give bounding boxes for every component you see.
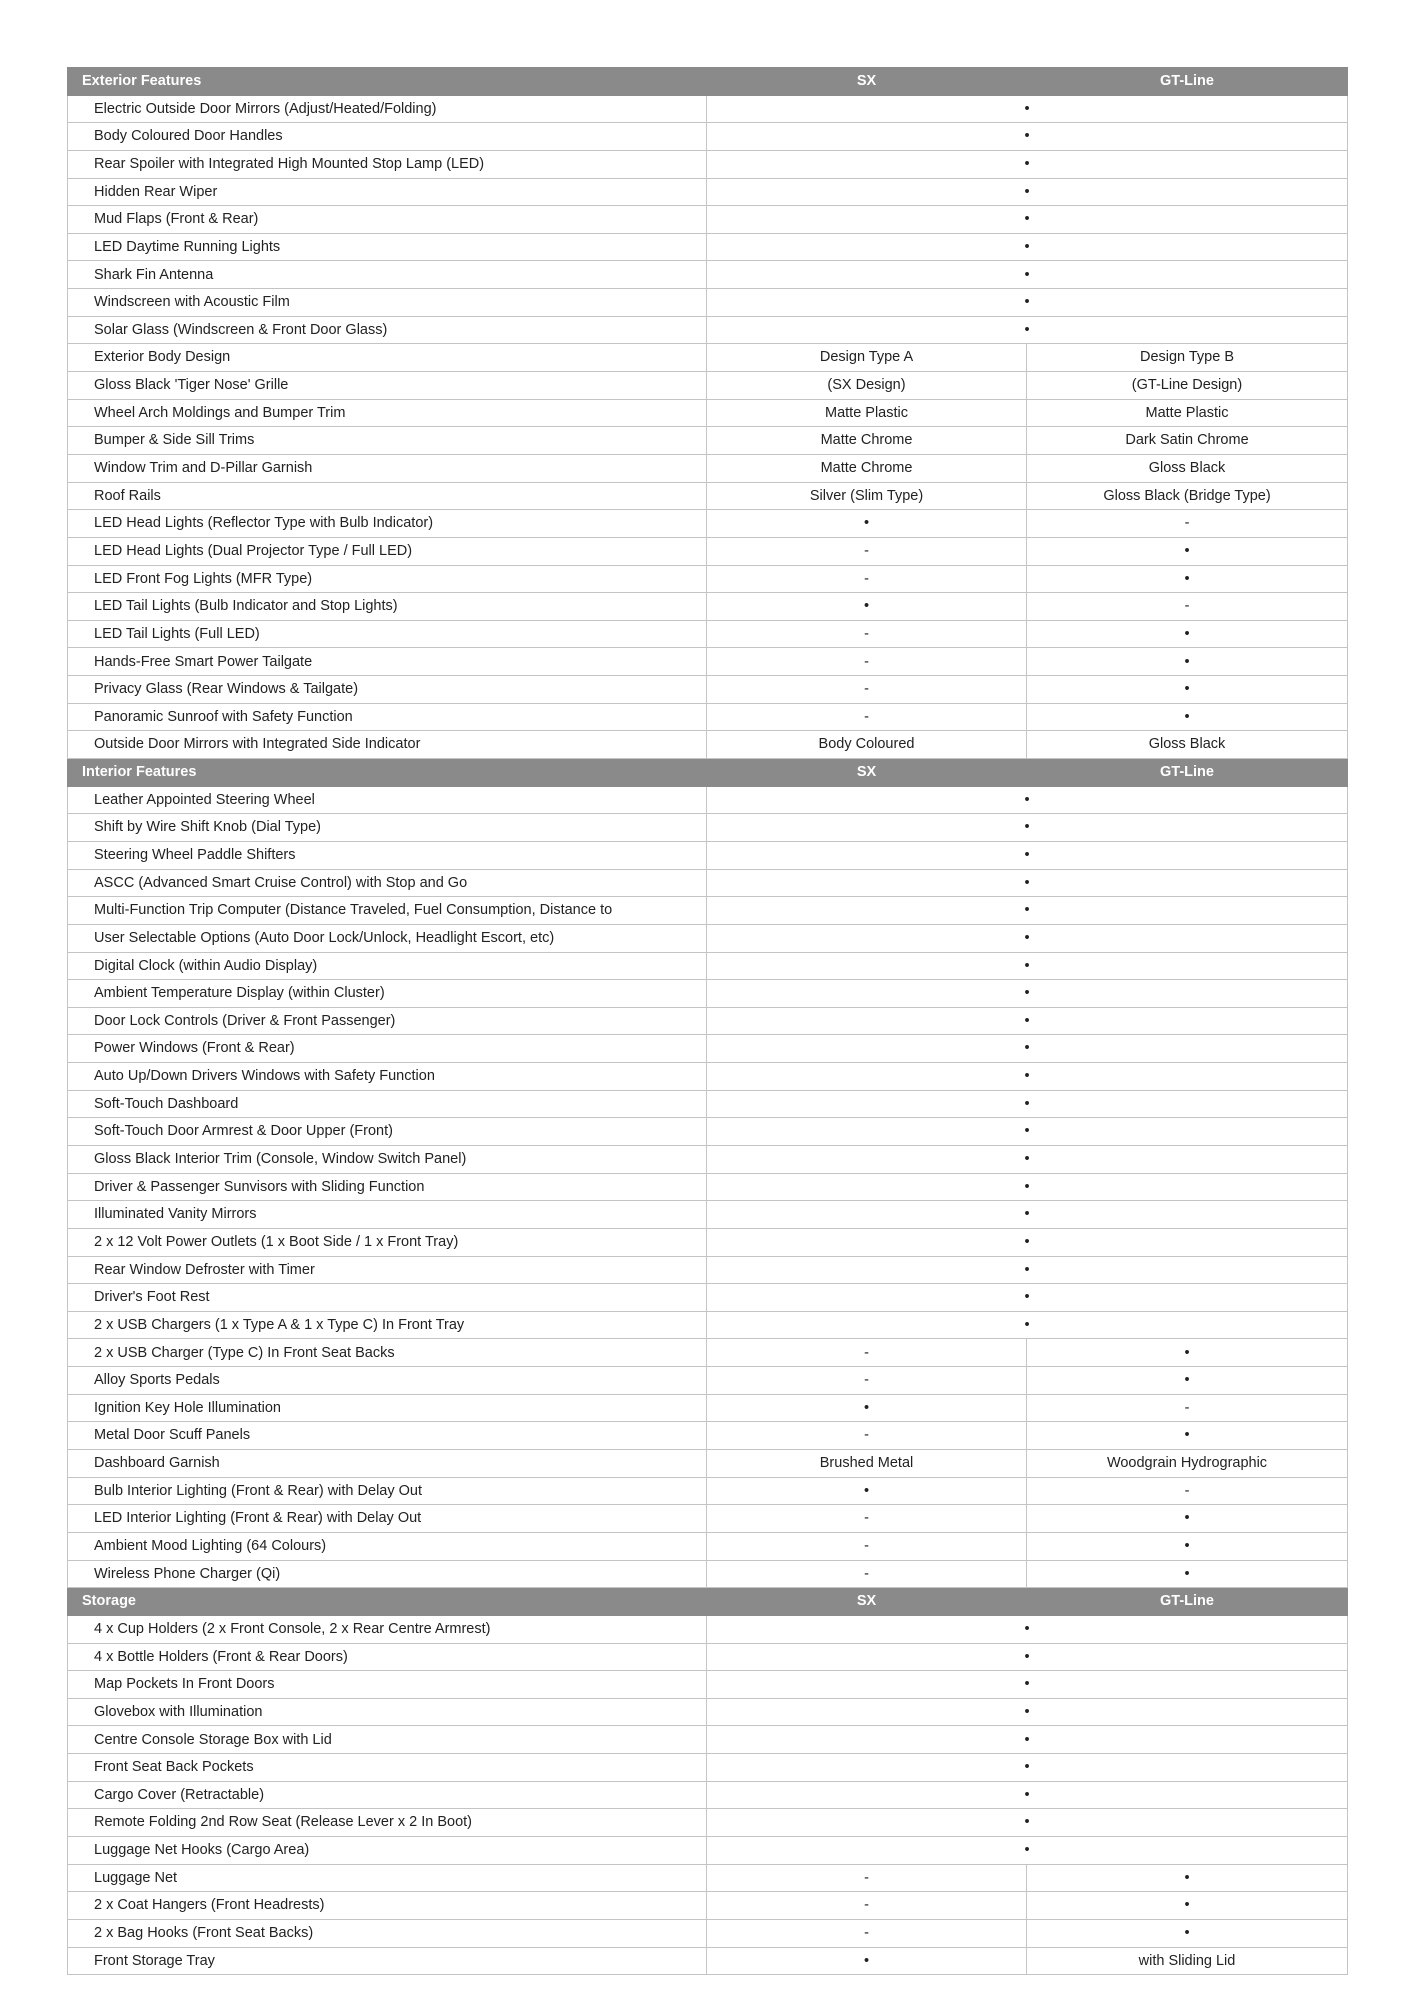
feature-name: Driver's Foot Rest <box>68 1284 707 1312</box>
value-sx: Silver (Slim Type) <box>707 482 1027 510</box>
feature-name: Dashboard Garnish <box>68 1450 707 1478</box>
feature-name: Body Coloured Door Handles <box>68 123 707 151</box>
table-row <box>68 482 1348 510</box>
feature-name: User Selectable Options (Auto Door Lock/Unlock, Headlight Escort, etc) <box>68 924 707 952</box>
value-sx: (SX Design) <box>707 372 1027 400</box>
table-row <box>68 1809 1348 1837</box>
feature-name: Centre Console Storage Box with Lid <box>68 1726 707 1754</box>
feature-name: Door Lock Controls (Driver & Front Passenger) <box>68 1007 707 1035</box>
value-both-grades: • <box>707 1201 1348 1229</box>
feature-name: Metal Door Scuff Panels <box>68 1422 707 1450</box>
value-both-grades: • <box>707 1063 1348 1091</box>
table-row <box>68 1615 1348 1643</box>
table-row <box>68 233 1348 261</box>
value-gt-line: • <box>1027 1560 1348 1588</box>
feature-name: ASCC (Advanced Smart Cruise Control) with Stop and Go <box>68 869 707 897</box>
feature-name: Electric Outside Door Mirrors (Adjust/Heated/Folding) <box>68 95 707 123</box>
feature-name: Steering Wheel Paddle Shifters <box>68 841 707 869</box>
table-row <box>68 1007 1348 1035</box>
value-sx: - <box>707 676 1027 704</box>
table-row <box>68 1560 1348 1588</box>
feature-name: Outside Door Mirrors with Integrated Side Indicator <box>68 731 707 759</box>
value-both-grades: • <box>707 1671 1348 1699</box>
feature-name: Ambient Mood Lighting (64 Colours) <box>68 1532 707 1560</box>
feature-name: Panoramic Sunroof with Safety Function <box>68 703 707 731</box>
table-row <box>68 399 1348 427</box>
table-row <box>68 206 1348 234</box>
value-gt-line: with Sliding Lid <box>1027 1947 1348 1975</box>
value-both-grades: • <box>707 1118 1348 1146</box>
value-both-grades: • <box>707 1284 1348 1312</box>
value-sx: - <box>707 565 1027 593</box>
table-row <box>68 344 1348 372</box>
table-row <box>68 786 1348 814</box>
value-sx: • <box>707 1947 1027 1975</box>
feature-name: Remote Folding 2nd Row Seat (Release Lever x 2 In Boot) <box>68 1809 707 1837</box>
feature-name: Exterior Body Design <box>68 344 707 372</box>
value-sx: Matte Chrome <box>707 454 1027 482</box>
value-both-grades: • <box>707 786 1348 814</box>
feature-name: Window Trim and D-Pillar Garnish <box>68 454 707 482</box>
table-row <box>68 1947 1348 1975</box>
spec-table <box>67 67 1348 1975</box>
table-row <box>68 703 1348 731</box>
value-sx: - <box>707 537 1027 565</box>
value-both-grades: • <box>707 869 1348 897</box>
value-both-grades: • <box>707 814 1348 842</box>
value-both-grades: • <box>707 1007 1348 1035</box>
table-row <box>68 1505 1348 1533</box>
feature-name: Solar Glass (Windscreen & Front Door Glass) <box>68 316 707 344</box>
value-both-grades: • <box>707 1256 1348 1284</box>
table-row <box>68 1311 1348 1339</box>
value-gt-line: • <box>1027 1864 1348 1892</box>
value-both-grades: • <box>707 1145 1348 1173</box>
feature-name: Ambient Temperature Display (within Cluster) <box>68 980 707 1008</box>
section-header-row <box>68 759 1348 787</box>
feature-name: Rear Window Defroster with Timer <box>68 1256 707 1284</box>
value-both-grades: • <box>707 1809 1348 1837</box>
table-row <box>68 980 1348 1008</box>
feature-name: 2 x 12 Volt Power Outlets (1 x Boot Side / 1 x Front Tray) <box>68 1228 707 1256</box>
value-sx: • <box>707 510 1027 538</box>
feature-name: Bulb Interior Lighting (Front & Rear) with Delay Out <box>68 1477 707 1505</box>
table-row <box>68 1919 1348 1947</box>
table-row <box>68 1726 1348 1754</box>
feature-name: Leather Appointed Steering Wheel <box>68 786 707 814</box>
value-both-grades: • <box>707 178 1348 206</box>
feature-name: Roof Rails <box>68 482 707 510</box>
value-gt-line: Design Type B <box>1027 344 1348 372</box>
feature-name: LED Front Fog Lights (MFR Type) <box>68 565 707 593</box>
feature-name: 2 x USB Charger (Type C) In Front Seat Backs <box>68 1339 707 1367</box>
value-both-grades: • <box>707 980 1348 1008</box>
table-row <box>68 814 1348 842</box>
value-gt-line: Matte Plastic <box>1027 399 1348 427</box>
section-title: Interior Features <box>68 759 707 787</box>
table-row <box>68 454 1348 482</box>
value-gt-line: Dark Satin Chrome <box>1027 427 1348 455</box>
table-row <box>68 1698 1348 1726</box>
table-row <box>68 150 1348 178</box>
value-gt-line: - <box>1027 510 1348 538</box>
value-sx: Design Type A <box>707 344 1027 372</box>
feature-name: Alloy Sports Pedals <box>68 1367 707 1395</box>
table-row <box>68 620 1348 648</box>
value-sx: - <box>707 1532 1027 1560</box>
feature-name: Luggage Net <box>68 1864 707 1892</box>
feature-name: Power Windows (Front & Rear) <box>68 1035 707 1063</box>
value-gt-line: • <box>1027 1532 1348 1560</box>
value-sx: • <box>707 1394 1027 1422</box>
value-both-grades: • <box>707 1754 1348 1782</box>
table-row <box>68 869 1348 897</box>
value-sx: • <box>707 593 1027 621</box>
table-row <box>68 1284 1348 1312</box>
value-sx: - <box>707 1892 1027 1920</box>
value-both-grades: • <box>707 841 1348 869</box>
value-both-grades: • <box>707 150 1348 178</box>
value-gt-line: - <box>1027 1394 1348 1422</box>
value-both-grades: • <box>707 1173 1348 1201</box>
feature-name: Gloss Black Interior Trim (Console, Window Switch Panel) <box>68 1145 707 1173</box>
value-both-grades: • <box>707 952 1348 980</box>
feature-name: Glovebox with Illumination <box>68 1698 707 1726</box>
value-gt-line: • <box>1027 703 1348 731</box>
value-sx: Matte Chrome <box>707 427 1027 455</box>
value-sx: - <box>707 703 1027 731</box>
feature-name: LED Head Lights (Reflector Type with Bulb Indicator) <box>68 510 707 538</box>
table-row <box>68 841 1348 869</box>
table-row <box>68 123 1348 151</box>
table-row <box>68 1477 1348 1505</box>
value-both-grades: • <box>707 1311 1348 1339</box>
feature-name: Shift by Wire Shift Knob (Dial Type) <box>68 814 707 842</box>
value-both-grades: • <box>707 95 1348 123</box>
table-row <box>68 316 1348 344</box>
value-sx: - <box>707 1339 1027 1367</box>
value-both-grades: • <box>707 123 1348 151</box>
value-both-grades: • <box>707 1726 1348 1754</box>
column-header-sx: SX <box>707 68 1027 96</box>
value-both-grades: • <box>707 1035 1348 1063</box>
table-row <box>68 1256 1348 1284</box>
table-row <box>68 1339 1348 1367</box>
value-gt-line: • <box>1027 676 1348 704</box>
feature-name: Driver & Passenger Sunvisors with Sliding Function <box>68 1173 707 1201</box>
value-gt-line: Woodgrain Hydrographic <box>1027 1450 1348 1478</box>
value-both-grades: • <box>707 316 1348 344</box>
value-sx: - <box>707 1560 1027 1588</box>
value-sx: - <box>707 1367 1027 1395</box>
table-row <box>68 1367 1348 1395</box>
feature-name: 2 x USB Chargers (1 x Type A & 1 x Type C) In Front Tray <box>68 1311 707 1339</box>
feature-name: LED Daytime Running Lights <box>68 233 707 261</box>
table-row <box>68 372 1348 400</box>
value-gt-line: Gloss Black <box>1027 731 1348 759</box>
feature-name: 4 x Bottle Holders (Front & Rear Doors) <box>68 1643 707 1671</box>
feature-name: Gloss Black 'Tiger Nose' Grille <box>68 372 707 400</box>
value-gt-line: • <box>1027 1505 1348 1533</box>
feature-name: Wireless Phone Charger (Qi) <box>68 1560 707 1588</box>
value-gt-line: • <box>1027 1339 1348 1367</box>
table-row <box>68 1090 1348 1118</box>
feature-name: 2 x Bag Hooks (Front Seat Backs) <box>68 1919 707 1947</box>
table-row <box>68 537 1348 565</box>
value-gt-line: Gloss Black (Bridge Type) <box>1027 482 1348 510</box>
value-gt-line: • <box>1027 1367 1348 1395</box>
value-both-grades: • <box>707 206 1348 234</box>
value-gt-line: • <box>1027 565 1348 593</box>
feature-name: Front Storage Tray <box>68 1947 707 1975</box>
feature-name: Ignition Key Hole Illumination <box>68 1394 707 1422</box>
table-row <box>68 648 1348 676</box>
value-sx: - <box>707 620 1027 648</box>
value-both-grades: • <box>707 1615 1348 1643</box>
table-row <box>68 289 1348 317</box>
feature-name: Soft-Touch Dashboard <box>68 1090 707 1118</box>
column-header-gt-line: GT-Line <box>1027 759 1348 787</box>
value-sx: Body Coloured <box>707 731 1027 759</box>
value-sx: - <box>707 648 1027 676</box>
table-row <box>68 1892 1348 1920</box>
feature-name: Multi-Function Trip Computer (Distance Traveled, Fuel Consumption, Distance to <box>68 897 707 925</box>
column-header-gt-line: GT-Line <box>1027 1588 1348 1616</box>
table-row <box>68 1754 1348 1782</box>
table-row <box>68 1145 1348 1173</box>
feature-name: LED Tail Lights (Bulb Indicator and Stop Lights) <box>68 593 707 621</box>
value-both-grades: • <box>707 261 1348 289</box>
value-gt-line: • <box>1027 1919 1348 1947</box>
table-row <box>68 593 1348 621</box>
feature-name: Mud Flaps (Front & Rear) <box>68 206 707 234</box>
section-header-row <box>68 1588 1348 1616</box>
value-both-grades: • <box>707 1228 1348 1256</box>
table-row <box>68 1837 1348 1865</box>
table-row <box>68 1201 1348 1229</box>
column-header-sx: SX <box>707 1588 1027 1616</box>
feature-name: Illuminated Vanity Mirrors <box>68 1201 707 1229</box>
feature-name: Bumper & Side Sill Trims <box>68 427 707 455</box>
table-row <box>68 1781 1348 1809</box>
table-row <box>68 1118 1348 1146</box>
value-both-grades: • <box>707 233 1348 261</box>
value-both-grades: • <box>707 1698 1348 1726</box>
table-row <box>68 427 1348 455</box>
table-row <box>68 731 1348 759</box>
table-row <box>68 1643 1348 1671</box>
feature-name: Shark Fin Antenna <box>68 261 707 289</box>
value-gt-line: (GT-Line Design) <box>1027 372 1348 400</box>
table-row <box>68 1864 1348 1892</box>
section-title: Storage <box>68 1588 707 1616</box>
value-sx: Matte Plastic <box>707 399 1027 427</box>
value-both-grades: • <box>707 289 1348 317</box>
column-header-sx: SX <box>707 759 1027 787</box>
value-gt-line: - <box>1027 593 1348 621</box>
value-both-grades: • <box>707 1837 1348 1865</box>
table-row <box>68 1394 1348 1422</box>
table-row <box>68 1671 1348 1699</box>
value-sx: - <box>707 1505 1027 1533</box>
table-row <box>68 1063 1348 1091</box>
value-gt-line: • <box>1027 648 1348 676</box>
table-row <box>68 178 1348 206</box>
value-sx: Brushed Metal <box>707 1450 1027 1478</box>
table-row <box>68 1450 1348 1478</box>
value-both-grades: • <box>707 924 1348 952</box>
section-title: Exterior Features <box>68 68 707 96</box>
feature-name: 4 x Cup Holders (2 x Front Console, 2 x Rear Centre Armrest) <box>68 1615 707 1643</box>
feature-name: Cargo Cover (Retractable) <box>68 1781 707 1809</box>
feature-name: Digital Clock (within Audio Display) <box>68 952 707 980</box>
feature-name: Front Seat Back Pockets <box>68 1754 707 1782</box>
feature-name: LED Tail Lights (Full LED) <box>68 620 707 648</box>
value-sx: - <box>707 1864 1027 1892</box>
table-row <box>68 676 1348 704</box>
feature-name: Wheel Arch Moldings and Bumper Trim <box>68 399 707 427</box>
value-both-grades: • <box>707 1643 1348 1671</box>
value-sx: - <box>707 1422 1027 1450</box>
value-gt-line: • <box>1027 537 1348 565</box>
table-row <box>68 1532 1348 1560</box>
table-row <box>68 1422 1348 1450</box>
table-row <box>68 261 1348 289</box>
value-sx: - <box>707 1919 1027 1947</box>
feature-name: Privacy Glass (Rear Windows & Tailgate) <box>68 676 707 704</box>
table-row <box>68 1173 1348 1201</box>
table-row <box>68 510 1348 538</box>
feature-name: Auto Up/Down Drivers Windows with Safety Function <box>68 1063 707 1091</box>
value-gt-line: • <box>1027 1892 1348 1920</box>
feature-name: 2 x Coat Hangers (Front Headrests) <box>68 1892 707 1920</box>
feature-name: Hands-Free Smart Power Tailgate <box>68 648 707 676</box>
table-row <box>68 924 1348 952</box>
value-gt-line: Gloss Black <box>1027 454 1348 482</box>
value-gt-line: - <box>1027 1477 1348 1505</box>
table-row <box>68 1228 1348 1256</box>
value-sx: • <box>707 1477 1027 1505</box>
section-header-row <box>68 68 1348 96</box>
feature-name: LED Interior Lighting (Front & Rear) with Delay Out <box>68 1505 707 1533</box>
value-gt-line: • <box>1027 1422 1348 1450</box>
feature-name: Soft-Touch Door Armrest & Door Upper (Front) <box>68 1118 707 1146</box>
feature-name: Rear Spoiler with Integrated High Mounted Stop Lamp (LED) <box>68 150 707 178</box>
value-both-grades: • <box>707 897 1348 925</box>
table-row <box>68 565 1348 593</box>
feature-name: Windscreen with Acoustic Film <box>68 289 707 317</box>
value-both-grades: • <box>707 1090 1348 1118</box>
table-row <box>68 952 1348 980</box>
table-row <box>68 897 1348 925</box>
feature-name: Hidden Rear Wiper <box>68 178 707 206</box>
feature-name: Luggage Net Hooks (Cargo Area) <box>68 1837 707 1865</box>
feature-name: LED Head Lights (Dual Projector Type / Full LED) <box>68 537 707 565</box>
feature-name: Map Pockets In Front Doors <box>68 1671 707 1699</box>
table-row <box>68 95 1348 123</box>
value-both-grades: • <box>707 1781 1348 1809</box>
column-header-gt-line: GT-Line <box>1027 68 1348 96</box>
value-gt-line: • <box>1027 620 1348 648</box>
table-row <box>68 1035 1348 1063</box>
